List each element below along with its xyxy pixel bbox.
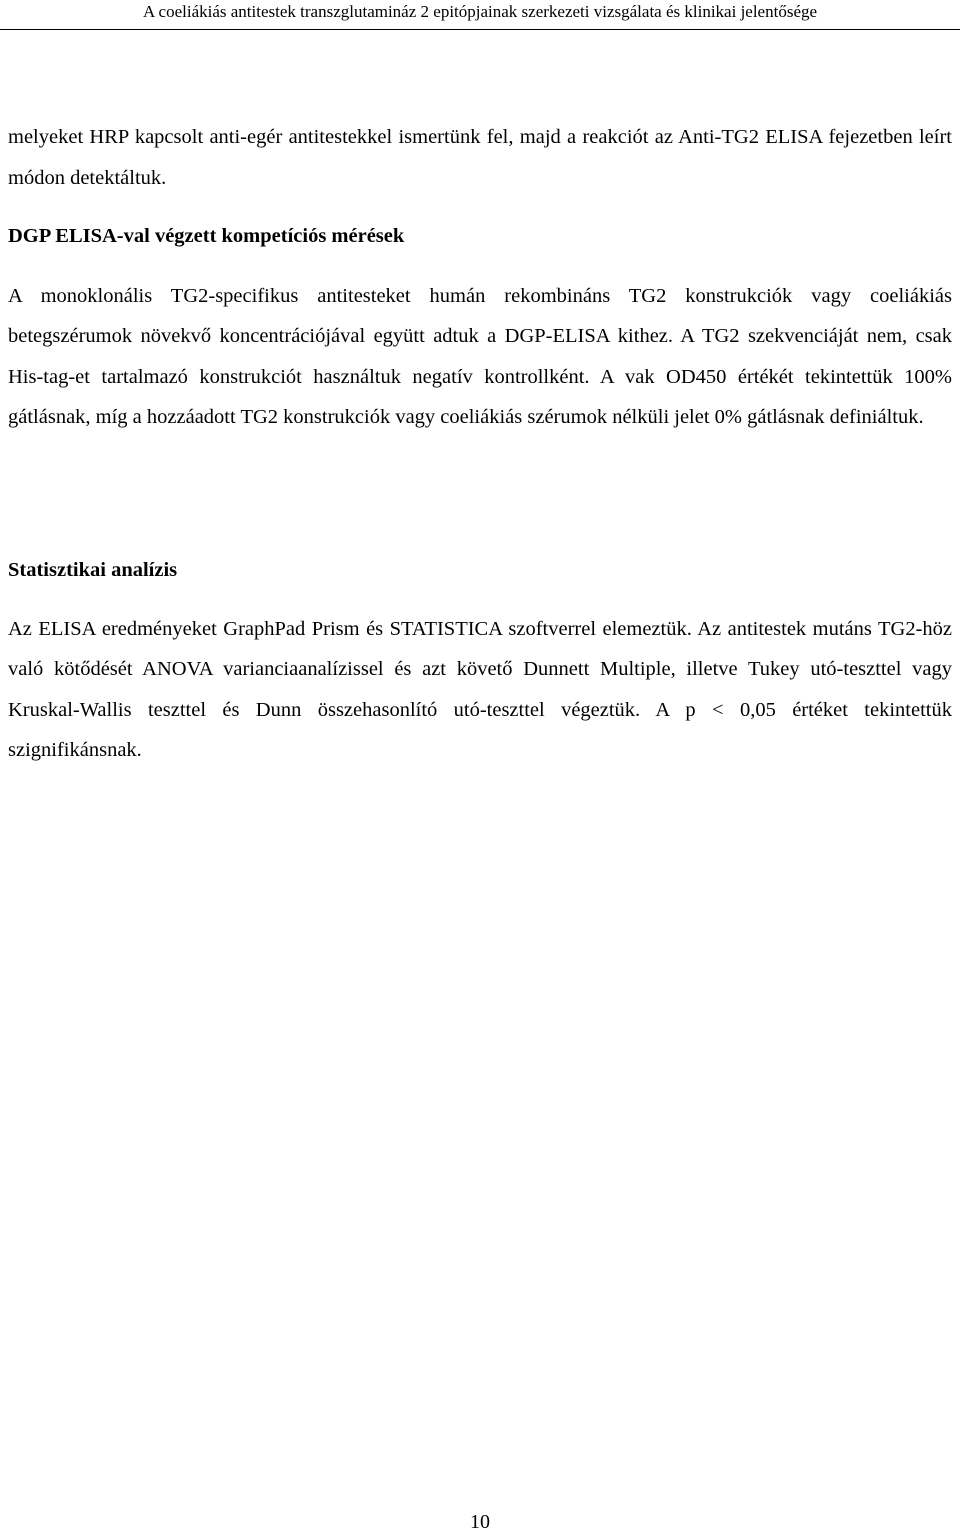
section-heading-dgp-elisa: DGP ELISA-val végzett kompetíciós mérések	[8, 225, 405, 247]
section-dgp-elisa	[8, 216, 952, 438]
section-heading-statistics: Statisztikai analízis	[8, 559, 178, 581]
section-paragraph-statistics: Az ELISA eredményeket GraphPad Prism és STATISTICA szoftverrel elemeztük. Az antitestek mutáns TG2-höz való kötődését ANOVA varianciaanalízissel és azt követő Dunnett Multiple, illetve Tukey utó-teszttel vagy Kruskal-Wallis teszttel és Dunn összehasonlító utó-teszttel végeztük. A p < 0,05 értéket tekintettük szignifikánsnak.	[8, 617, 952, 761]
page-number: 10	[470, 1511, 490, 1533]
section-statistics	[8, 550, 952, 771]
running-header-title: A coeliákiás antitestek transzglutamináz 2 epitópjainak szerkezeti vizsgálata és klinikai jelentősége	[142, 2, 818, 21]
section-paragraph-dgp-elisa: A monoklonális TG2-specifikus antitesteket humán rekombináns TG2 konstrukciók vagy coeliákiás betegszérumok növekvő koncentrációjával együtt adtuk a DGP-ELISA kithez. A TG2 szekvenciáját nem, csak His-tag-et tartalmazó konstrukciót használtuk negatív kontrollként. A vak OD450 értékét tekintettük 100% gátlásnak, míg a hozzáadott TG2 konstrukciók vagy coeliákiás szérumok nélküli jelet 0% gátlásnak definiáltuk.	[8, 284, 952, 428]
intro-paragraph: melyeket HRP kapcsolt anti-egér antitestekkel ismertünk fel, majd a reakciót az Anti-TG2 ELISA fejezetben leírt módon detektáltuk.	[8, 126, 952, 189]
running-header	[0, 0, 960, 30]
intro-block	[8, 117, 952, 198]
